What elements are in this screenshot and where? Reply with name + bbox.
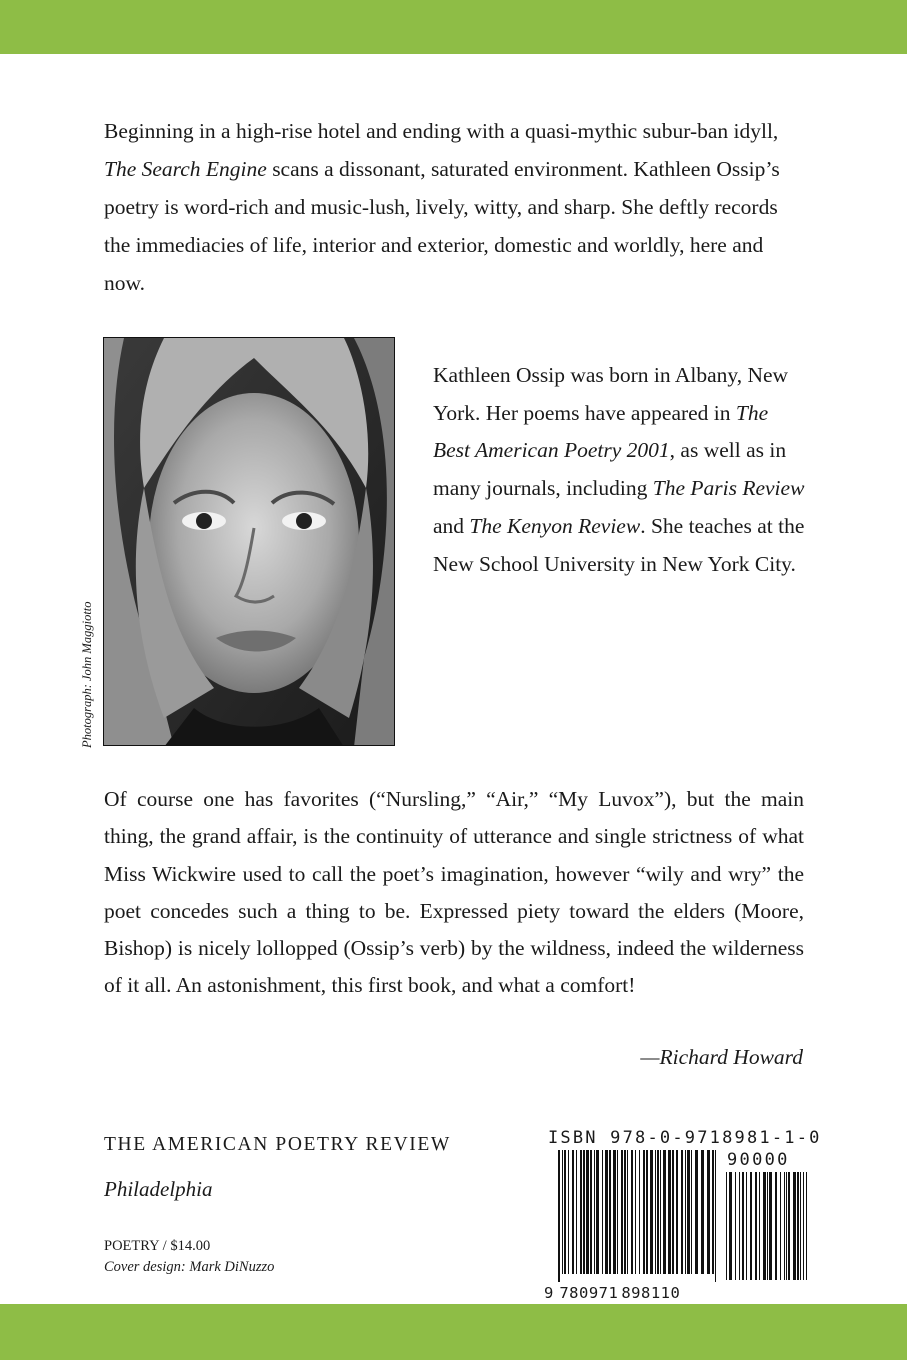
bio-title-1: The Best American Poetry 2001 <box>433 400 769 463</box>
barcode-bar <box>657 1150 659 1274</box>
barcode-bar <box>605 1150 608 1274</box>
barcode-bar <box>562 1150 563 1274</box>
isbn-label: ISBN 978-0-9718981-1-0 <box>548 1128 822 1148</box>
barcode-bar <box>806 1172 807 1280</box>
barcode-bar <box>707 1150 710 1274</box>
bio-text-2: , as well as in many journals, including <box>433 438 787 501</box>
barcode-bar <box>631 1150 633 1274</box>
book-description <box>104 112 804 302</box>
barcode-bar <box>590 1150 592 1274</box>
quote-attribution: —Richard Howard <box>640 1045 803 1069</box>
barcode-bar <box>742 1172 744 1280</box>
bio-text-1: Kathleen Ossip was born in Albany, New York. Her poems have appeared in <box>433 363 789 425</box>
barcode-bar <box>613 1150 616 1274</box>
barcode-bar <box>617 1150 618 1274</box>
publisher-name: THE AMERICAN POETRY REVIEW <box>104 1134 451 1155</box>
barcode-bar <box>759 1172 760 1280</box>
barcode-bar <box>780 1172 781 1280</box>
barcode-bar <box>583 1150 585 1274</box>
bottom-color-band <box>0 1304 907 1360</box>
barcode-bar <box>750 1172 752 1280</box>
barcode-bar <box>715 1150 716 1282</box>
barcode-bar <box>687 1150 690 1274</box>
description-text-2: scans a dissonant, saturated environment. Kathleen Ossip’s poetry is word-rich and music-lush, lively, witty, and sharp. She deftly records the immediacies of life, interior and exterior, domestic and worldly, here and now. <box>104 157 780 295</box>
barcode-bar <box>572 1150 574 1274</box>
barcode-bar <box>655 1150 656 1274</box>
barcode-bar <box>646 1150 648 1274</box>
barcode-bar <box>596 1150 599 1274</box>
barcode-bar <box>558 1150 560 1282</box>
barcode-bar <box>755 1172 757 1280</box>
barcode-bar <box>793 1172 796 1280</box>
category-price: POETRY / $14.00 <box>104 1238 211 1254</box>
barcode-bar <box>763 1172 766 1280</box>
bio-text-3: and <box>433 513 470 538</box>
barcode-bar <box>643 1150 645 1274</box>
barcode-bar <box>739 1172 740 1280</box>
publisher-city: Philadelphia <box>104 1177 213 1201</box>
barcode-bar <box>602 1150 603 1274</box>
barcode-left-digits: 780971 <box>559 1284 619 1302</box>
cover-design-credit: Cover design: Mark DiNuzzo <box>104 1259 275 1275</box>
barcode-bar <box>639 1150 640 1274</box>
barcode-bar <box>746 1172 747 1280</box>
barcode-first-digit: 9 <box>544 1284 554 1302</box>
barcode-bar <box>767 1172 768 1280</box>
barcode-bar <box>635 1150 636 1274</box>
barcode-bar <box>676 1150 678 1274</box>
barcode-bar <box>564 1150 566 1274</box>
barcode-bar <box>594 1150 595 1274</box>
bio-text-4: . She teaches at the New School University in New York City. <box>433 513 805 576</box>
barcode-bar <box>660 1150 661 1274</box>
barcode-bar <box>712 1150 714 1274</box>
barcode-bar <box>788 1172 790 1280</box>
barcode-addon-digits: 90000 <box>727 1150 790 1170</box>
barcode-bar <box>803 1172 804 1280</box>
top-color-band <box>0 0 907 54</box>
barcode-bar <box>685 1150 686 1274</box>
book-title: The Search Engine <box>104 157 267 181</box>
author-portrait-illustration <box>104 338 395 746</box>
photo-credit: Photograph: John Maggiotto <box>80 601 94 748</box>
barcode-bar <box>797 1172 799 1280</box>
barcode-bar <box>726 1172 727 1280</box>
barcode-bar <box>800 1172 801 1280</box>
barcode-bar <box>624 1150 626 1274</box>
barcode-digits <box>544 1284 680 1302</box>
barcode-bar <box>735 1172 736 1280</box>
barcode-bar <box>650 1150 653 1274</box>
bio-title-3: The Kenyon Review <box>469 513 641 538</box>
author-photo <box>103 337 395 746</box>
review-quote: Of course one has favorites (“Nursling,” “Air,” “My Luvox”), but the main thing, the grand affair, is the continuity of utterance and single strictness of what Miss Wickwire used to call the poet’s imagination, however “wily and wry” the poet concedes such a thing to be. Expressed piety toward the elders (Moore, Bishop) is nicely lollopped (Ossip’s verb) by the wildness, indeed the wilderness of it all. An astonishment, this first book, and what a comfort! <box>104 787 804 998</box>
barcode-bar <box>576 1150 577 1274</box>
barcode-bar <box>784 1172 785 1280</box>
barcode-bar <box>701 1150 704 1274</box>
bio-title-2: The Paris Review <box>652 476 805 501</box>
barcode-bar <box>775 1172 777 1280</box>
barcode-bar <box>621 1150 623 1274</box>
barcode-bar <box>580 1150 582 1274</box>
author-bio <box>433 357 808 583</box>
barcode-bar <box>695 1150 698 1274</box>
barcode-bar <box>586 1150 589 1274</box>
barcode-bar <box>568 1150 569 1274</box>
barcode-bar <box>786 1172 787 1280</box>
description-text-1: Beginning in a high-rise hotel and ending with a quasi-mythic subur-ban idyll, <box>104 119 779 143</box>
barcode-bar <box>672 1150 674 1274</box>
barcode-bar <box>627 1150 628 1274</box>
barcode-icon <box>548 1150 810 1285</box>
barcode-bar <box>668 1150 671 1274</box>
barcode-bar <box>769 1172 772 1280</box>
barcode-right-digits: 898110 <box>621 1284 681 1302</box>
barcode-bar <box>609 1150 611 1274</box>
barcode-bar <box>729 1172 732 1280</box>
barcode-bar <box>691 1150 692 1274</box>
barcode-bar <box>681 1150 683 1274</box>
barcode-bar <box>663 1150 666 1274</box>
